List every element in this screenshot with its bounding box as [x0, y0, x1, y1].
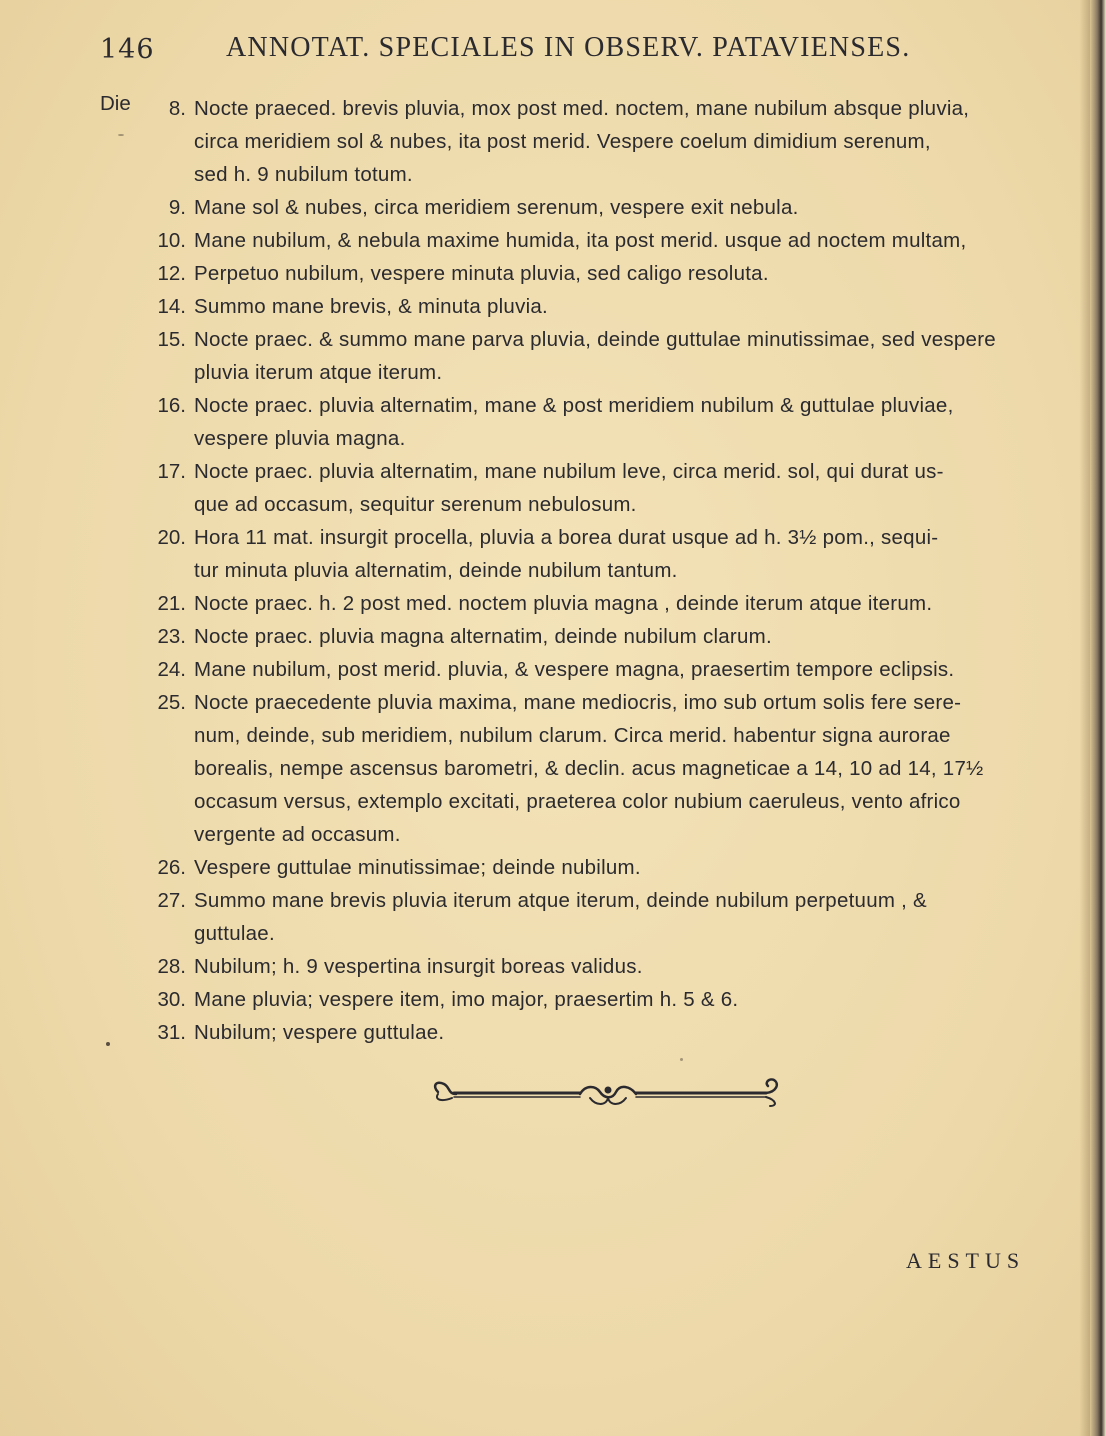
entry-text [194, 92, 1090, 191]
day-number: 27. [157, 889, 186, 912]
ink-speck [118, 134, 124, 136]
day-number: 12. [157, 262, 186, 285]
text-line: Summo mane brevis, & minuta pluvia. [194, 295, 548, 318]
day-number: 31. [157, 1021, 186, 1044]
page-number: 146 [100, 34, 155, 65]
text-line: Summo mane brevis pluvia iterum atque iterum, deinde nubilum perpetuum , & [194, 889, 927, 912]
weather-entry [100, 455, 1090, 521]
entry-text [194, 257, 1090, 290]
text-line: Nocte praec. pluvia alternatim, mane nubilum leve, circa merid. sol, qui durat us- [194, 460, 944, 483]
day-number: 14. [157, 295, 186, 318]
entry-text [194, 323, 1090, 389]
text-line: Mane sol & nubes, circa meridiem serenum, vespere exit nebula. [194, 196, 799, 219]
decorative-rule-ornament [430, 1076, 786, 1110]
entry-text [194, 389, 1090, 455]
day-number: 8. [168, 97, 186, 120]
entry-text [194, 950, 1090, 983]
weather-entry [100, 224, 1090, 257]
entry-text [194, 1016, 1090, 1049]
weather-entry [100, 290, 1090, 323]
weather-entry [100, 257, 1090, 290]
text-line: Mane nubilum, post merid. pluvia, & vespere magna, praesertim tempore eclipsis. [194, 658, 955, 681]
day-number: 10. [157, 229, 186, 252]
entry-text [194, 455, 1090, 521]
weather-entry [100, 884, 1090, 950]
entry-text [194, 587, 1090, 620]
day-number: 26. [157, 856, 186, 879]
text-line: Nubilum; h. 9 vespertina insurgit boreas validus. [194, 955, 643, 978]
day-prefix-label: Die [100, 92, 131, 115]
text-line: circa meridiem sol & nubes, ita post merid. Vespere coelum dimidium serenum, [194, 130, 931, 153]
entry-text [194, 521, 1090, 587]
weather-entry [100, 686, 1090, 851]
weather-entry [100, 521, 1090, 587]
text-line: Nocte praecedente pluvia maxima, mane mediocris, imo sub ortum solis fere sere- [194, 691, 962, 714]
weather-entry [100, 950, 1090, 983]
weather-entry [100, 323, 1090, 389]
day-number: 17. [157, 460, 186, 483]
text-line: Nocte praec. h. 2 post med. noctem pluvia magna , deinde iterum atque iterum. [194, 592, 933, 615]
entry-text [194, 983, 1090, 1016]
text-line: Nocte praec. pluvia alternatim, mane & post meridiem nubilum & guttulae pluviae, [194, 394, 954, 417]
weather-entry [100, 191, 1090, 224]
text-line: tur minuta pluvia alternatim, deinde nubilum tantum. [194, 559, 678, 582]
running-head [100, 30, 980, 74]
weather-entry [100, 653, 1090, 686]
text-line: num, deinde, sub meridiem, nubilum clarum. Circa merid. habentur signa aurorae [194, 724, 951, 747]
weather-entry [100, 851, 1090, 884]
weather-entry [100, 620, 1090, 653]
entry-text [194, 191, 1090, 224]
day-number: 16. [157, 394, 186, 417]
text-line: que ad occasum, sequitur serenum nebulosum. [194, 493, 637, 516]
text-line: borealis, nempe ascensus barometri, & declin. acus magneticae a 14, 10 ad 14, 17½ [194, 757, 984, 780]
entry-text [194, 224, 1090, 257]
weather-entry [100, 587, 1090, 620]
day-number: 25. [157, 691, 186, 714]
text-line: Mane pluvia; vespere item, imo major, praesertim h. 5 & 6. [194, 988, 739, 1011]
weather-entry [100, 92, 1090, 191]
day-number: 15. [157, 328, 186, 351]
text-line: Mane nubilum, & nebula maxime humida, ita post merid. usque ad noctem multam, [194, 229, 967, 252]
day-number: 28. [157, 955, 186, 978]
text-line: guttulae. [194, 922, 275, 945]
entry-text [194, 686, 1090, 851]
text-line: Hora 11 mat. insurgit procella, pluvia a borea durat usque ad h. 3½ pom., sequi- [194, 526, 939, 549]
day-number: 30. [157, 988, 186, 1011]
weather-entry [100, 389, 1090, 455]
text-line: Nocte praec. & summo mane parva pluvia, deinde guttulae minutissimae, sed vespere [194, 328, 996, 351]
text-line: vergente ad occasum. [194, 823, 401, 846]
entry-text [194, 620, 1090, 653]
ink-speck [680, 1058, 683, 1061]
text-line: Nocte praec. pluvia magna alternatim, deinde nubilum clarum. [194, 625, 772, 648]
text-line: Nubilum; vespere guttulae. [194, 1021, 445, 1044]
day-number: 20. [157, 526, 186, 549]
text-line: pluvia iterum atque iterum. [194, 361, 443, 384]
book-spine-edge [1090, 0, 1106, 1436]
day-number: 21. [157, 592, 186, 615]
weather-entry [100, 983, 1090, 1016]
day-number: 24. [157, 658, 186, 681]
text-line: occasum versus, extemplo excitati, praeterea color nubium caeruleus, vento africo [194, 790, 961, 813]
text-line: Nocte praeced. brevis pluvia, mox post med. noctem, mane nubilum absque pluvia, [194, 97, 970, 120]
day-number: 9. [168, 196, 186, 219]
weather-entries-list [100, 92, 1090, 1049]
running-title: ANNOTAT. SPECIALES IN OBSERV. PATAVIENSES. [226, 32, 911, 63]
entry-text [194, 290, 1090, 323]
ink-speck [106, 1042, 110, 1046]
text-line: Vespere guttulae minutissimae; deinde nubilum. [194, 856, 641, 879]
weather-entry [100, 1016, 1090, 1049]
catchword: AESTUS [906, 1248, 1026, 1273]
entry-text [194, 653, 1090, 686]
entry-text [194, 884, 1090, 950]
text-line: Perpetuo nubilum, vespere minuta pluvia, sed caligo resoluta. [194, 262, 769, 285]
text-line: vespere pluvia magna. [194, 427, 406, 450]
day-number: 23. [157, 625, 186, 648]
text-line: sed h. 9 nubilum totum. [194, 163, 413, 186]
entry-text [194, 851, 1090, 884]
